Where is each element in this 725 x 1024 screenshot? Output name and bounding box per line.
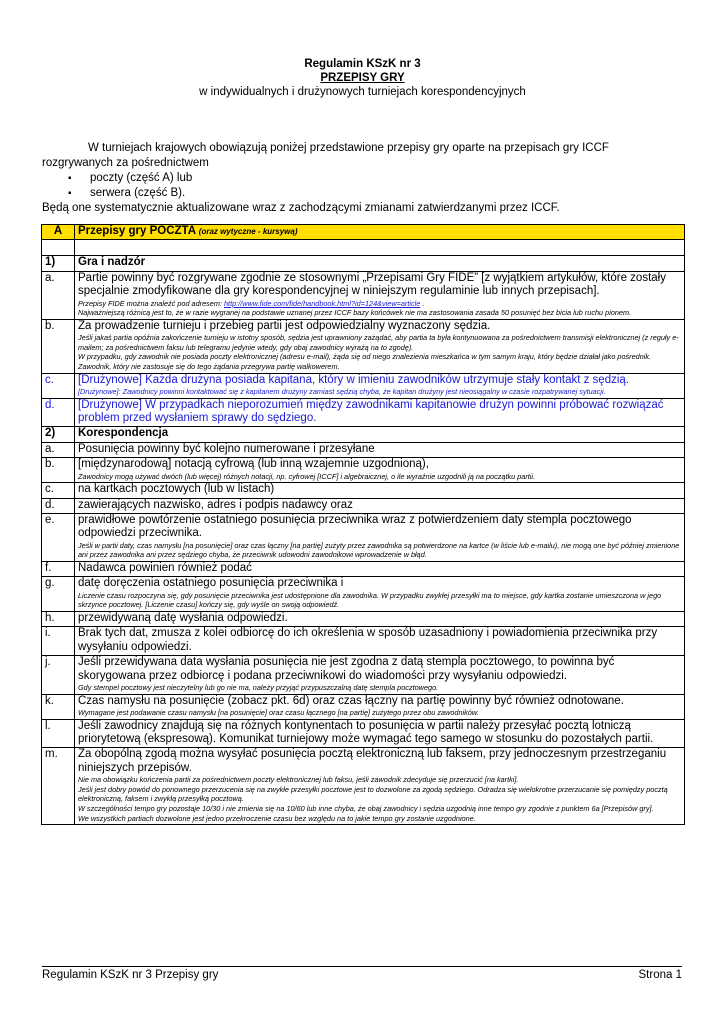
table-row xyxy=(42,442,685,457)
row-key: d. xyxy=(42,398,75,427)
section-title: Przepisy gry POCZTA xyxy=(78,225,196,237)
row-text: Za obopólną zgodą można wysyłać posunięcia pocztą elektroniczną lub faksem, przy jednoczesnym przestrzeganiu niniejszych przepisów. xyxy=(78,748,667,774)
table-row xyxy=(42,319,685,373)
row-note: [Drużynowe]: Zawodnicy powinni kontaktować się z kapitanem drużyny zamiast sędzią chyba, że kapitan drużyny jest nieosiągalny w czasie rozpatrywanej sytuacji. xyxy=(78,387,606,396)
blank-row xyxy=(42,240,685,256)
row-key: e. xyxy=(42,514,75,562)
section-key: A xyxy=(42,225,75,240)
table-row xyxy=(42,627,685,656)
row-text: zawierających nazwisko, adres i podpis nadawcy oraz xyxy=(75,498,685,513)
row-key: g. xyxy=(42,577,75,612)
section-title-cell xyxy=(75,225,685,240)
row-note: Zawodnicy mogą używać dwóch (lub więcej) różnych notacji, np. cyfrowej [ICCF] i algebraicznej, o ile wyraźnie uzgodnili ją na początku partii. xyxy=(78,471,536,481)
row-content xyxy=(75,694,685,719)
row-key: j. xyxy=(42,656,75,694)
row-text: Posunięcia powinny być kolejno numerowane i przesyłane xyxy=(75,442,685,457)
subsection-key: 2) xyxy=(42,427,75,442)
row-content xyxy=(75,458,685,483)
row-text: Za prowadzenie turnieju i przebieg partii jest odpowiedzialny wyznaczony sędzia. xyxy=(78,319,491,332)
section-header-row xyxy=(42,225,685,240)
intro-paragraph-2: Będą one systematycznie aktualizowane wraz z zachodzącymi zmianami zatwierdzanymi przez ICCF. xyxy=(42,202,560,214)
subsection-row xyxy=(42,256,685,271)
table-row xyxy=(42,271,685,319)
table-row xyxy=(42,514,685,562)
row-key: d. xyxy=(42,498,75,513)
row-note: Wymagane jest podawanie czasu namysłu [na posunięcie] oraz czasu łącznego [na partię] zużytego przez obu zawodników. xyxy=(78,708,479,718)
row-text: Brak tych dat, zmusza z kolei odbiorcę do ich określenia w sposób uzasadniony i powiadomienia przeciwnika przy wysyłaniu odpowiedzi. xyxy=(75,627,685,656)
row-text: Jeśli zawodnicy znajdują się na różnych kontynentach to posunięcia w partii należy przesyłać pocztą lotniczą priorytetową (ekspresową). Komunikat turniejowy może wymagać tego samego w stosunku do pozostałych partii. xyxy=(75,719,685,748)
document-title: Regulamin KSzK nr 3 xyxy=(304,58,421,70)
subsection-key: 1) xyxy=(42,256,75,271)
row-text: prawidłowe powtórzenie ostatniego posunięcia przeciwnika wraz z potwierdzeniem daty stempla pocztowego odpowiedzi przeciwnika. xyxy=(78,514,632,540)
row-key: m. xyxy=(42,748,75,825)
row-text: na kartkach pocztowych (lub w listach) xyxy=(75,483,685,498)
row-key: b. xyxy=(42,319,75,373)
row-note: We wszystkich partiach dozwolone jest jedno przekroczenie czasu bez względu na to jakie tempo gry zostanie uzgodnione. xyxy=(78,813,476,823)
table-row xyxy=(42,458,685,483)
row-key: c. xyxy=(42,373,75,398)
row-text: Nadawca powinien również podać xyxy=(75,562,685,577)
row-text: Czas namysłu na posunięcie (zobacz pkt. 6d) oraz czas łączny na partię powinny być również odnotowane. xyxy=(78,694,624,707)
row-note: Jeśli w partii daty, czas namysłu [na posunięcie] oraz czas łączny [na partię] zużyty przez zawodnika są potwierdzone na kartce (w liście lub e-mailu), nie mogą one być później zmienione ani przez zawodnika ani przez sędziego chyba, że przeciwnik udowodni zawodnikowi wprowadzenie w błąd. xyxy=(78,540,680,560)
subsection-title: Gra i nadzór xyxy=(75,256,685,271)
row-content xyxy=(75,319,685,373)
row-content xyxy=(75,577,685,612)
table-row xyxy=(42,577,685,612)
row-key: k. xyxy=(42,694,75,719)
row-content xyxy=(75,271,685,319)
page-number: Strona 1 xyxy=(638,969,682,981)
row-note: Gdy stempel pocztowy jest nieczytelny lub go nie ma, należy przyjąć przypuszczalną datę stempla pocztowego. xyxy=(78,683,439,693)
row-content xyxy=(75,656,685,694)
intro-section xyxy=(42,141,682,216)
row-key: a. xyxy=(42,271,75,319)
row-text: przewidywaną datę wysłania odpowiedzi. xyxy=(75,612,685,627)
row-note: W szczególności tempo gry pozostaje 10/30 i nie zmienia się na 10/60 lub inne chyba, że obaj zawodnicy i sędzia uzgodnią inne tempo gry zgodnie z punktem 6a [Przepisów gry]. xyxy=(78,804,654,814)
row-text: datę doręczenia ostatniego posunięcia przeciwnika i xyxy=(78,577,344,590)
row-key: f. xyxy=(42,562,75,577)
intro-bullet-serwer: ▪ serwera (część B). xyxy=(42,186,682,201)
intro-bullet-poczta: ▪ poczty (część A) lub xyxy=(42,171,682,186)
row-content xyxy=(75,748,685,825)
row-key: b. xyxy=(42,458,75,483)
section-tag: (oraz wytyczne - kursywą) xyxy=(198,227,298,236)
row-note: Liczenie czasu rozpoczyna się, gdy posunięcie przeciwnika jest udostępnione dla zawodnika. W przypadku zwykłej przesyłki ma to miejsce, gdy kartka zostanie umieszczona w jego skrzynce pocztowej. [Liczenie czasu] kończy się, gdy wyśle on swoją odpowiedź. xyxy=(78,590,662,610)
row-key: a. xyxy=(42,442,75,457)
subsection-title: Korespondencja xyxy=(75,427,685,442)
table-row xyxy=(42,748,685,825)
table-row xyxy=(42,694,685,719)
table-row xyxy=(42,656,685,694)
row-text: Partie powinny być rozgrywane zgodnie ze stosownymi „Przepisami Gry FIDE” [z wyjątkiem artykułów, które zostały specjalnie zmodyfikowane dla gry korespondencyjnej w niniejszym regulaminie lub innych przepisach]. xyxy=(78,271,666,298)
row-note: Najważniejszą różnicą jest to, że w razie wygranej na podstawie uznanej przez ICCF bazy końcówek nie ma zastosowania zasada 50 posunięć bez bicia lub ruchu pionem. xyxy=(78,308,632,318)
table-row xyxy=(42,483,685,498)
page-footer xyxy=(42,966,682,981)
table-row xyxy=(42,719,685,748)
note-text: Przepisy FIDE można znaleźć pod adresem: xyxy=(78,298,224,308)
row-key: l. xyxy=(42,719,75,748)
row-key: i. xyxy=(42,627,75,656)
row-note: Jeśli jakaś partia opóźnia zakończenie turnieju w istotny sposób, sędzia jest uprawniony zażądać, aby partia ta była kontynuowana za pośrednictwem transmisji elektronicznej (z reguły e-mailem; za pośrednictwem faksu lub telegramu jedynie wtedy, gdy obaj zawodnicy wyrażą na to zgodę). xyxy=(78,333,679,352)
table-row xyxy=(42,398,685,427)
intro-paragraph-1: W turniejach krajowych obowiązują poniżej przedstawione przepisy gry oparte na przepisach gry ICCF rozgrywanych za pośrednictwem xyxy=(42,142,609,169)
document-subtitle: PRZEPISY GRY xyxy=(320,72,405,84)
row-content xyxy=(75,373,685,398)
table-row xyxy=(42,373,685,398)
row-key: h. xyxy=(42,612,75,627)
row-content xyxy=(75,514,685,562)
table-row xyxy=(42,498,685,513)
row-text: [Drużynowe] W przypadkach nieporozumień między zawodnikami kapitanowie drużyn powinni próbować rozwiązać problem przed wysłaniem sprawy do sędziego. xyxy=(75,398,685,427)
row-text: [międzynarodową] notacją cyfrową (lub inną wzajemnie uzgodnioną), xyxy=(78,458,429,471)
row-note xyxy=(78,299,681,309)
note-text: . xyxy=(420,298,425,308)
footer-title: Regulamin KSzK nr 3 Przepisy gry xyxy=(42,969,219,981)
rules-table xyxy=(41,224,685,825)
row-text: Jeśli przewidywana data wysłania posunięcia nie jest zgodna z datą stempla pocztowego, to powinna być skorygowana przez odbiorcę i podana przeciwnikowi do wiadomości przy wysyłaniu odpowiedzi. xyxy=(78,656,615,682)
row-note: W przypadku, gdy zawodnik nie posiada poczty elektronicznej (adresu e-mail), żąda się od niego znalezienia mieszkańca w tym samym kraju, który będzie działał jako pośrednik. xyxy=(78,352,652,362)
fide-handbook-link[interactable]: http://www.fide.com/fide/handbook.html?id=124&view=article xyxy=(224,298,421,308)
row-note: Nie ma obowiązku kończenia partii za pośrednictwem poczty elektronicznej lub faksu, jeśli zawodnik zdecyduje się przerzucić [na kartki]. xyxy=(78,775,519,785)
row-note: Jeśli jest dobry powód do ponownego przerzucenia się na zwykłe przesyłki pocztowe jest to dozwolone za zgodą sędziego. Odradza się wielokrotne przerzucanie się pomiędzy pocztą elektroniczną, faksem i zwykłą przesyłką pocztową. xyxy=(78,784,668,804)
document-scope: w indywidualnych i drużynowych turniejach korespondencyjnych xyxy=(199,86,526,98)
table-row xyxy=(42,562,685,577)
row-note: Zawodnik, który nie zastosuje się do tego żądania przegrywa partię walkowerem. xyxy=(78,362,340,371)
row-key: c. xyxy=(42,483,75,498)
subsection-row xyxy=(42,427,685,442)
row-text: [Drużynowe] Każda drużyna posiada kapitana, który w imieniu zawodników utrzymuje stały kontakt z sędzią. xyxy=(78,373,629,386)
table-row xyxy=(42,612,685,627)
